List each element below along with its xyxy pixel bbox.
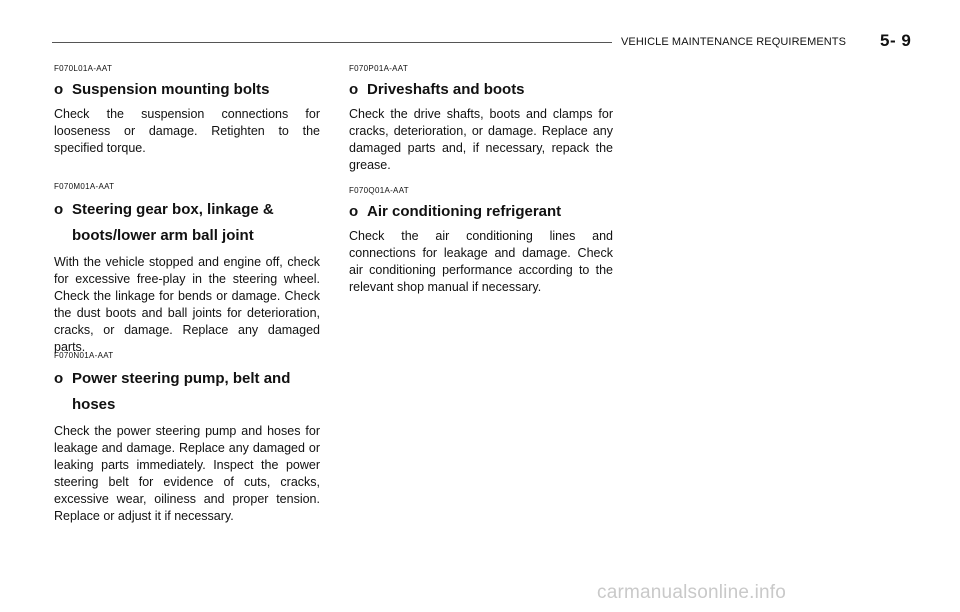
section-code: F070P01A-AAT bbox=[349, 64, 409, 73]
bullet-glyph: o bbox=[349, 203, 359, 220]
section-air-conditioning-refrigerant bbox=[349, 186, 613, 296]
bullet-glyph: o bbox=[349, 81, 359, 98]
page-number: 5- 9 bbox=[880, 31, 912, 50]
section-heading bbox=[54, 79, 320, 101]
section-heading-text: Driveshafts and boots bbox=[367, 81, 525, 98]
section-heading bbox=[349, 79, 613, 101]
section-body: Check the drive shafts, boots and clamps for cracks, deterioration, or damage. Replace any damaged parts and, if necessary, repack the grease. bbox=[349, 107, 613, 172]
header-rule bbox=[52, 42, 612, 43]
section-code: F070L01A-AAT bbox=[54, 64, 113, 73]
watermark-text: carmanualsonline.info bbox=[597, 582, 787, 603]
section-heading-text: Suspension mounting bolts bbox=[72, 81, 270, 98]
section-body: Check the power steering pump and hoses for leakage and damage. Replace any damaged or leaking parts immediately. Inspect the power steering belt for evidence of cuts, cracks, excessive wear, oiliness and proper tension. Replace or adjust it if necessary. bbox=[54, 424, 320, 523]
bullet-glyph: o bbox=[54, 201, 64, 218]
section-heading bbox=[54, 197, 320, 249]
section-suspension-mounting-bolts bbox=[54, 64, 320, 157]
section-body: Check the air conditioning lines and connections for leakage and damage. Check air conditioning performance according to the relevant shop manual if necessary. bbox=[349, 229, 613, 294]
section-steering-gear-box bbox=[54, 182, 320, 356]
bullet-glyph: o bbox=[54, 81, 64, 98]
section-code: F070N01A-AAT bbox=[54, 351, 114, 360]
section-heading-text: Steering gear box, linkage & boots/lower arm ball joint bbox=[72, 201, 274, 244]
section-heading-text: Air conditioning refrigerant bbox=[367, 203, 562, 220]
section-body: With the vehicle stopped and engine off, check for excessive free-play in the steering wheel. Check the linkage for bends or damage. Check the dust boots and ball joints for deterioration, cracks, or damage. Replace any damaged parts. bbox=[54, 255, 320, 354]
section-driveshafts-and-boots bbox=[349, 64, 613, 174]
running-header-title: VEHICLE MAINTENANCE REQUIREMENTS bbox=[621, 36, 847, 48]
section-code: F070Q01A-AAT bbox=[349, 186, 409, 195]
section-code: F070M01A-AAT bbox=[54, 182, 115, 191]
bullet-glyph: o bbox=[54, 370, 64, 387]
section-heading-text: Power steering pump, belt and hoses bbox=[72, 370, 291, 413]
section-heading bbox=[54, 366, 320, 418]
section-heading bbox=[349, 201, 613, 223]
section-power-steering-pump bbox=[54, 351, 320, 525]
section-body: Check the suspension connections for looseness or damage. Retighten to the specified torque. bbox=[54, 107, 320, 155]
